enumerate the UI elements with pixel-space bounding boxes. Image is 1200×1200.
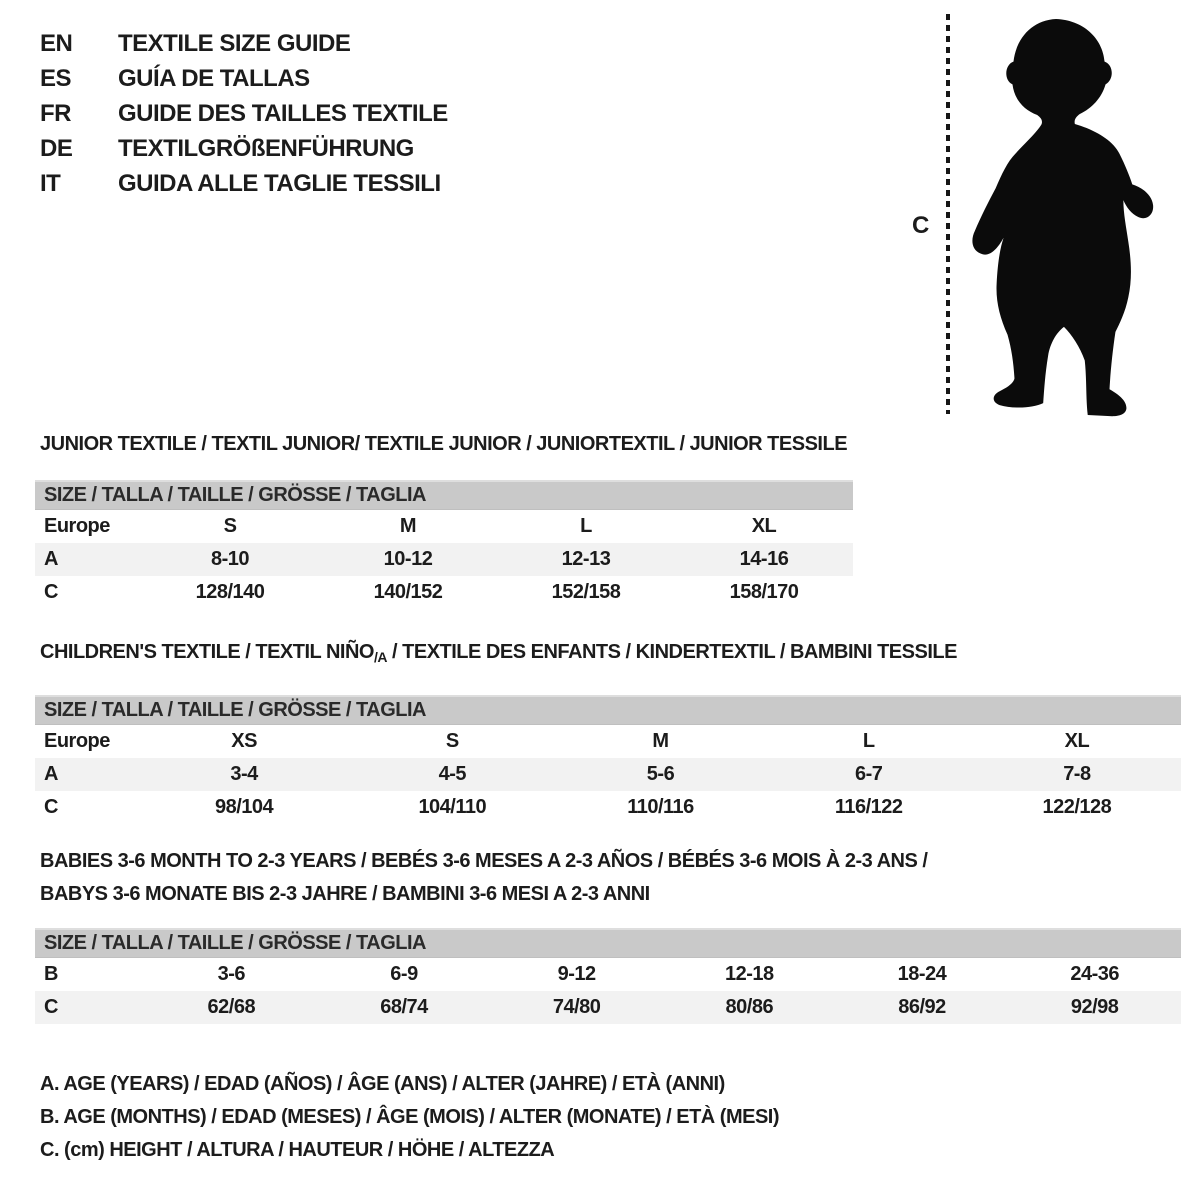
language-code: DE	[40, 134, 73, 162]
size-cell: M	[399, 515, 417, 537]
language-code: ES	[40, 64, 72, 92]
size-cell: M	[652, 730, 669, 752]
row-label: Europe	[44, 515, 110, 537]
height-cell: 86/92	[898, 996, 946, 1018]
age-cell: 14-16	[739, 548, 789, 570]
height-cell: 68/74	[380, 996, 428, 1018]
height-cell: 140/152	[373, 581, 443, 603]
height-cell: 104/110	[418, 796, 487, 818]
size-cell: S	[223, 515, 237, 537]
language-row	[40, 166, 448, 201]
size-cell: L	[862, 730, 875, 752]
size-cell: XL	[1064, 730, 1090, 752]
guide-title-es: GUÍA DE TALLAS	[118, 64, 310, 92]
row-label: C	[44, 581, 58, 603]
children-title-prefix: CHILDREN'S TEXTILE / TEXTIL NIÑO	[40, 641, 374, 663]
height-cell: 74/80	[552, 996, 601, 1018]
height-cell: 98/104	[215, 796, 274, 818]
table-row	[35, 991, 1181, 1024]
row-label: A	[44, 548, 58, 570]
age-cell: 10-12	[383, 548, 433, 570]
size-cell: S	[445, 730, 459, 752]
children-title-sub: /A	[373, 649, 387, 665]
age-cell: 3-6	[217, 963, 246, 985]
toddler-silhouette	[962, 14, 1160, 420]
legend-line-a: A. AGE (YEARS) / EDAD (AÑOS) / ÂGE (ANS) / ALTER (JAHRE) / ETÀ (ANNI)	[40, 1073, 725, 1095]
table-row	[35, 791, 1181, 824]
language-code: EN	[40, 29, 73, 57]
age-cell: 6-9	[390, 963, 418, 985]
table-row	[35, 543, 853, 576]
height-cell: 62/68	[207, 996, 256, 1018]
row-label: C	[44, 996, 58, 1018]
height-cell: 110/116	[627, 796, 694, 818]
children-title-suffix: / TEXTILE DES ENFANTS / KINDERTEXTIL / BAMBINI TESSILE	[386, 641, 957, 663]
height-cell: 80/86	[725, 996, 774, 1018]
row-label: A	[44, 763, 58, 785]
size-cell: L	[580, 515, 592, 537]
row-label: B	[44, 963, 58, 985]
size-cell: XL	[751, 515, 777, 537]
language-code: FR	[40, 99, 71, 127]
legend	[40, 1068, 779, 1167]
row-label: C	[44, 796, 58, 818]
age-cell: 6-7	[854, 763, 883, 785]
table-row	[35, 958, 1181, 991]
age-cell: 9-12	[557, 963, 596, 985]
language-row	[40, 96, 448, 131]
children-size-table	[35, 695, 1181, 824]
height-cell: 152/158	[551, 581, 621, 603]
height-cell: 116/122	[834, 796, 903, 818]
age-cell: 8-10	[210, 548, 250, 570]
height-measure-label: C	[912, 212, 929, 239]
language-code: IT	[40, 169, 61, 197]
junior-section-title: JUNIOR TEXTILE / TEXTIL JUNIOR/ TEXTILE JUNIOR / JUNIORTEXTIL / JUNIOR TESSILE	[40, 433, 848, 455]
height-cell: 128/140	[195, 581, 265, 603]
guide-title-de: TEXTILGRÖßENFÜHRUNG	[118, 134, 414, 162]
legend-line-c: C. (cm) HEIGHT / ALTURA / HAUTEUR / HÖHE / ALTEZZA	[40, 1139, 555, 1161]
table-row	[35, 758, 1181, 791]
age-cell: 18-24	[897, 963, 947, 985]
language-row	[40, 131, 448, 166]
legend-line-b: B. AGE (MONTHS) / EDAD (MESES) / ÂGE (MOIS) / ALTER (MONATE) / ETÀ (MESI)	[40, 1106, 780, 1128]
guide-title-fr: GUIDE DES TAILLES TEXTILE	[118, 99, 448, 127]
babies-section-title-line1: BABIES 3-6 MONTH TO 2-3 YEARS / BEBÉS 3-6 MESES A 2-3 AÑOS / BÉBÉS 3-6 MOIS À 2-3 ANS /	[40, 850, 928, 872]
children-section-title	[40, 641, 957, 665]
age-cell: 5-6	[646, 763, 675, 785]
age-cell: 7-8	[1063, 763, 1091, 785]
age-cell: 24-36	[1070, 963, 1119, 985]
junior-size-table	[35, 480, 853, 609]
age-cell: 3-4	[230, 763, 258, 785]
height-cell: 158/170	[729, 581, 799, 603]
babies-size-header-bar: SIZE / TALLA / TAILLE / GRÖSSE / TAGLIA	[35, 928, 1181, 958]
table-row	[35, 576, 853, 609]
table-row	[35, 510, 853, 543]
size-cell: XS	[231, 730, 257, 752]
guide-title-en: TEXTILE SIZE GUIDE	[118, 29, 351, 57]
age-cell: 12-18	[725, 963, 774, 985]
height-cell: 92/98	[1070, 996, 1119, 1018]
age-cell: 4-5	[438, 763, 466, 785]
babies-section-title-line2: BABYS 3-6 MONATE BIS 2-3 JAHRE / BAMBINI 3-6 MESI A 2-3 ANNI	[40, 883, 650, 905]
guide-title-it: GUIDA ALLE TAGLIE TESSILI	[118, 169, 441, 197]
row-label: Europe	[44, 730, 110, 752]
language-row	[40, 61, 448, 96]
junior-size-header-bar: SIZE / TALLA / TAILLE / GRÖSSE / TAGLIA	[35, 480, 853, 510]
babies-size-table	[35, 928, 1181, 1024]
table-row	[35, 725, 1181, 758]
height-cell: 122/128	[1042, 796, 1112, 818]
language-title-list	[40, 26, 448, 201]
children-size-header-bar: SIZE / TALLA / TAILLE / GRÖSSE / TAGLIA	[35, 695, 1181, 725]
language-row	[40, 26, 448, 61]
age-cell: 12-13	[561, 548, 611, 570]
height-measure-dashed-line	[946, 14, 950, 414]
